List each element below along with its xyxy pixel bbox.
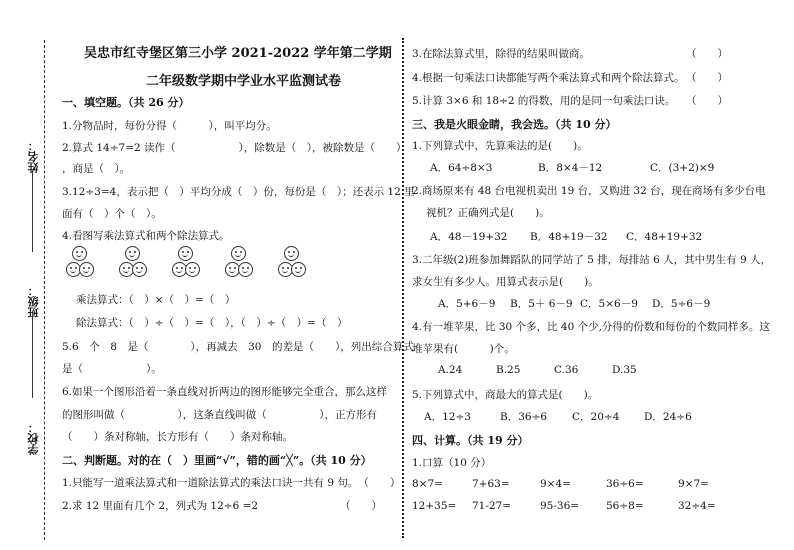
choice-5-option-c: C．20÷4: [572, 411, 620, 423]
section-judge-title: 二、判断题。对的在（ ）里画“√”，错的画“╳”。（共 10 分）: [62, 454, 372, 467]
oral-calc-label: 1.口算（10 分）: [412, 457, 492, 469]
judge-5-parens: （ ）: [686, 95, 728, 107]
name-underline: [32, 172, 33, 252]
face-icon: [291, 262, 306, 277]
choice-2-option-b: B．48+19－32: [530, 231, 608, 243]
choice-1: 1.下列算式中，先算乘法的是( )。: [412, 140, 588, 152]
section-calc-title: 四、计算。（共 19 分）: [412, 434, 529, 447]
choice-1-option-c: C．(3+2)×9: [650, 162, 715, 174]
question-6-line3: （ ）条对称轴，长方形有（ ）条对称轴。: [62, 431, 293, 443]
choice-3-option-a: A．5+6－9: [438, 298, 496, 310]
face-icon: [185, 262, 200, 277]
choice-3-option-d: D．5÷6－9: [652, 298, 711, 310]
question-3-line2: 面有（ ）个（ ）。: [62, 208, 162, 220]
face-icon: [238, 262, 253, 277]
choice-4-option-c: C.36: [554, 364, 579, 376]
judge-3: 3.在除法算式里，除得的结果叫做商。: [412, 48, 591, 60]
choice-2-line1: 2.商场原来有 48 台电视机卖出 19 台，又购进 32 台，现在商场有多少台电: [412, 185, 766, 197]
question-1: 1.分物品时，每份分得（ ），叫平均分。: [62, 120, 277, 132]
calc-item: 7+63=: [472, 478, 510, 490]
choice-5-option-b: B．36÷6: [500, 411, 548, 423]
question-4: 4.看图写乘法算式和两个除法算式。: [62, 230, 230, 242]
choice-2-line2: 视机？正确列式是( )。: [426, 207, 550, 219]
exam-title-line2: 二年级数学期中学业水平监测试卷: [146, 74, 342, 89]
calc-item: 32÷4=: [678, 500, 716, 512]
calc-item: 56÷8=: [606, 500, 644, 512]
class-underline: [32, 318, 33, 398]
calc-item: 9×7=: [678, 478, 709, 490]
question-6-line1: 6.如果一个图形沿着一条直线对折两边的图形能够完全重合，那么这样: [62, 386, 388, 398]
choice-5-option-d: D．24÷6: [644, 411, 692, 423]
judge-1: 1.只能写一道乘法算式和一道除法算式的乘法口诀一共有 9 句。 （ ）: [62, 477, 401, 489]
name-label: 姓名：: [27, 140, 40, 173]
choice-5: 5.下列算式中，商最大的算式是( )。: [412, 389, 599, 401]
school-label: 学校：: [27, 422, 40, 455]
face-icon: [284, 246, 299, 261]
question-2-line2: ，商是（ ）。: [62, 163, 131, 175]
smiley-faces-illustration: [66, 246, 366, 282]
choice-2-option-c: C．48+19+32: [626, 231, 703, 243]
choice-3-line1: 3.二年级(2)班参加舞蹈队的同学站了 5 排，每排站 6 人，其中男生有 9 人，: [412, 254, 771, 266]
section-fill-in-title: 一、填空题。（共 26 分）: [62, 96, 190, 109]
choice-2-option-a: A．48－19+32: [430, 231, 508, 243]
question-4-multiplication: 乘法算式：（ ）×（ ）=（ ）: [76, 294, 236, 306]
choice-4-line2: 堆苹果有( )个。: [412, 343, 515, 355]
question-4-division: 除法算式：（ ）÷（ ）=（ ），（ ）÷（ ）=（ ）: [76, 317, 348, 329]
judge-3-parens: （ ）: [686, 48, 728, 60]
judge-2: 2.求 12 里面有几个 2，列式为 12÷6 =2: [62, 500, 259, 512]
judge-4-parens: （ ）: [686, 72, 728, 84]
calc-item: 9×4=: [540, 478, 571, 490]
class-label: 班级：: [27, 285, 40, 318]
section-choice-title: 三、我是火眼金睛，我会选。（共 10 分）: [412, 118, 617, 131]
calc-item: 95-36=: [540, 500, 580, 512]
judge-4: 4.根据一句乘法口诀都能写两个乘法算式和两个除法算式。: [412, 72, 685, 84]
judge-5: 5.计算 3×6 和 18÷2 的得数，用的是同一句乘法口诀。: [412, 95, 676, 107]
choice-3-option-c: C．5×6－9: [580, 298, 638, 310]
choice-4-option-a: A.24: [438, 364, 463, 376]
question-5-line2: 是（ ）。: [62, 363, 162, 375]
face-icon: [125, 246, 140, 261]
choice-1-option-a: A．64÷8×3: [430, 162, 493, 174]
question-5-line1: 5.6 个 8 是（ ），再减去 30 的差是（ ），列出综合算式: [62, 341, 414, 353]
choice-3-line2: 求女生有多少人。用算式表示是( )。: [412, 276, 599, 288]
judge-2-parens: （ ）: [340, 500, 382, 512]
choice-4-option-d: D.35: [612, 364, 637, 376]
calc-item: 71-27=: [472, 500, 512, 512]
face-icon: [178, 246, 193, 261]
choice-4-line1: 4.有一堆苹果，比 30 个多，比 40 个少,分得的份数和每份的个数同样多。这: [412, 321, 770, 333]
face-icon: [72, 246, 87, 261]
question-6-line2: 的图形叫做（ ），这条直线叫做（ ），正方形有: [62, 409, 377, 421]
choice-1-option-b: B．8×4－12: [538, 162, 603, 174]
calc-item: 12+35=: [412, 500, 457, 512]
choice-4-option-b: B.25: [496, 364, 521, 376]
face-icon: [132, 262, 147, 277]
column-divider: [402, 38, 404, 538]
face-icon: [231, 246, 246, 261]
calc-item: 8×7=: [412, 478, 443, 490]
face-icon: [79, 262, 94, 277]
choice-5-option-a: A．12÷3: [424, 411, 471, 423]
binding-line: [44, 40, 45, 540]
calc-item: 36÷6=: [606, 478, 644, 490]
question-3-line1: 3.12÷3=4，表示把（ ）平均分成（ ）份，每份是（ ）；还表示 12 里: [62, 186, 415, 198]
exam-title-line1: 吴忠市红寺堡区第三小学 2021-2022 学年第二学期: [84, 46, 392, 61]
question-2-line1: 2.算式 14÷7=2 读作（ ），除数是（ ），被除数是（ ）: [62, 142, 407, 154]
choice-3-option-b: B．5＋ 6－9: [510, 298, 573, 310]
